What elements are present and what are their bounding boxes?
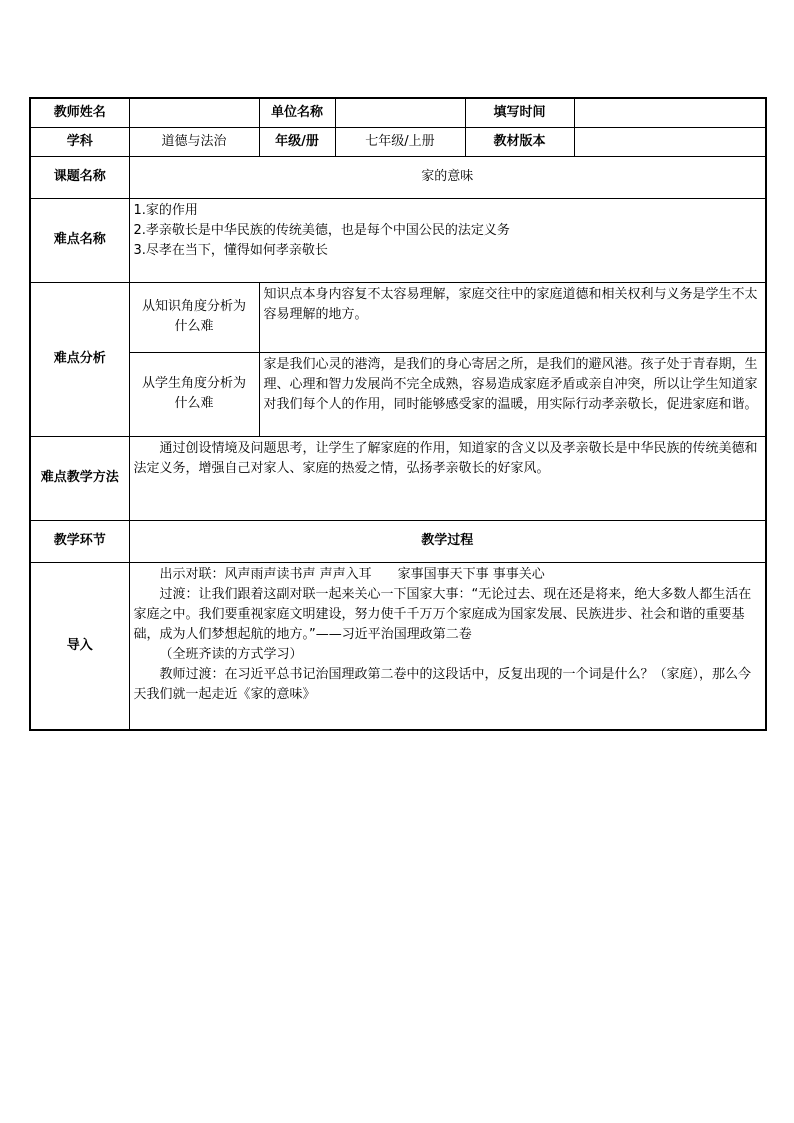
difficulty-list (129, 198, 766, 282)
knowledge-angle-label: 从知识角度分析为 什么难 (129, 282, 259, 352)
process-header-row (30, 520, 766, 562)
difficulty-row (30, 198, 766, 282)
teaching-stage-label: 教学环节 (30, 520, 129, 562)
teaching-method-label: 难点教学方法 (30, 436, 129, 520)
intro-content (129, 562, 766, 730)
edition-label: 教材版本 (465, 127, 574, 156)
difficulty-item: 3.尽孝在当下，懂得如何孝亲敬长 (133, 242, 328, 258)
difficulty-item: 1.家的作用 (133, 202, 198, 218)
header-row-2 (30, 127, 766, 156)
subject-value: 道德与法治 (129, 127, 259, 156)
lesson-row (30, 156, 766, 198)
intro-label: 导入 (30, 562, 129, 730)
unit-name-label: 单位名称 (259, 98, 335, 127)
difficulty-analysis-label: 难点分析 (30, 282, 129, 436)
fill-time-value (574, 98, 766, 127)
difficulty-name-label: 难点名称 (30, 198, 129, 282)
intro-teacher-transition: 教师过渡：在习近平总书记治国理政第二卷中的这段话中，反复出现的一个词是什么？（家庭），那么今天我们就一起走近《家的意味》 (133, 666, 752, 702)
intro-transition: 过渡：让我们跟着这副对联一起来关心一下国家大事：“无论过去、现在还是将来，绝大多数人都生活在家庭之中。我们要重视家庭文明建设，努力使千千万万个家庭成为国家发展、民族进步、社会和谐的重要基础，成为人们梦想起航的地方。”——习近平治国理政第二卷 (133, 586, 752, 642)
lesson-title-value: 家的意味 (129, 156, 766, 198)
teaching-process-label: 教学过程 (129, 520, 766, 562)
grade-label: 年级/册 (259, 127, 335, 156)
intro-reading-note: （全班齐读的方式学习） (159, 646, 303, 662)
intro-couplet: 出示对联：风声雨声读书声 声声入耳 家事国事天下事 事事关心 (159, 566, 545, 582)
unit-name-value (335, 98, 465, 127)
subject-label: 学科 (30, 127, 129, 156)
fill-time-label: 填写时间 (465, 98, 574, 127)
method-row (30, 436, 766, 520)
student-angle-text: 家是我们心灵的港湾，是我们的身心寄居之所，是我们的避风港。孩子处于青春期，生理、心理和智力发展尚不完全成熟，容易造成家庭矛盾或亲自冲突，所以让学生知道家对我们每个人的作用，同时能够感受家的温暖，用实际行动孝亲敬长，促进家庭和谐。 (259, 352, 766, 436)
teacher-name-value (129, 98, 259, 127)
analysis-knowledge-row (30, 282, 766, 352)
lesson-plan-table (29, 97, 767, 731)
header-row-1 (30, 98, 766, 127)
edition-value (574, 127, 766, 156)
teacher-name-label: 教师姓名 (30, 98, 129, 127)
grade-value: 七年级/上册 (335, 127, 465, 156)
intro-row (30, 562, 766, 730)
knowledge-angle-text: 知识点本身内容复不太容易理解，家庭交往中的家庭道德和相关权利与义务是学生不太容易理解的地方。 (259, 282, 766, 352)
analysis-student-row (30, 352, 766, 436)
teaching-method-text: 通过创设情境及问题思考，让学生了解家庭的作用，知道家的含义以及孝亲敬长是中华民族的传统美德和法定义务，增强自己对家人、家庭的热爱之情，弘扬孝亲敬长的好家风。 (129, 436, 766, 520)
student-angle-label: 从学生角度分析为 什么难 (129, 352, 259, 436)
lesson-title-label: 课题名称 (30, 156, 129, 198)
difficulty-item: 2.孝亲敬长是中华民族的传统美德，也是每个中国公民的法定义务 (133, 222, 510, 238)
